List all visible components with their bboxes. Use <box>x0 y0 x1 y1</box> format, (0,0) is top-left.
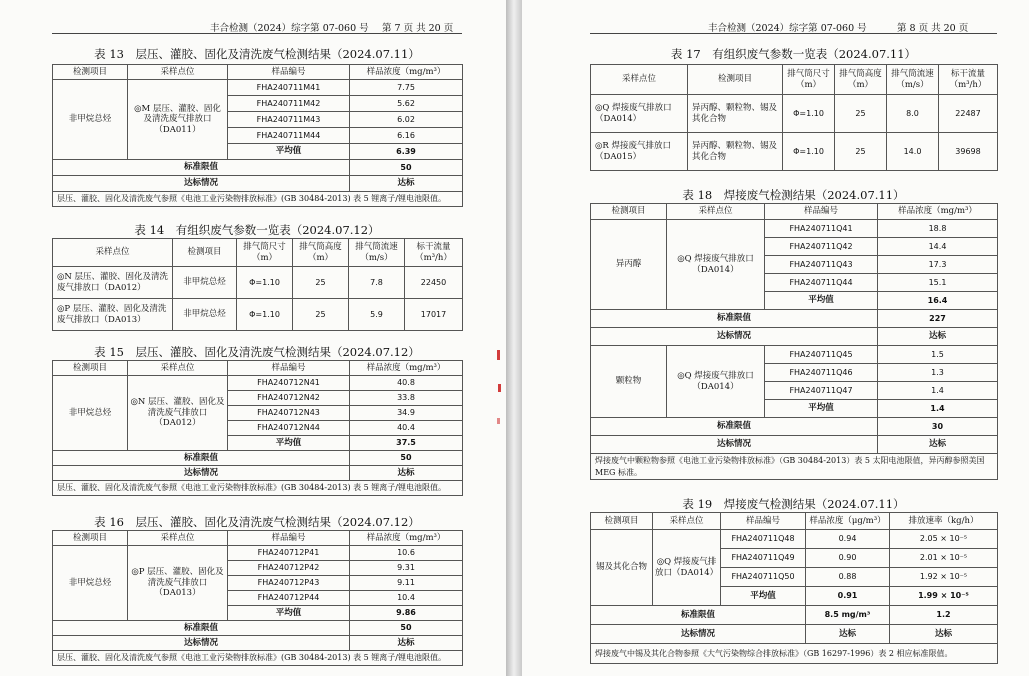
sample-value: 0.94 <box>806 530 890 549</box>
point-cell: ◎N 层压、灌胶、固化及清洗废气排放口（DA012） <box>53 267 173 299</box>
item-cell: 颗粒物 <box>591 346 667 418</box>
col-header: 检测项目 <box>53 361 128 376</box>
table-note: 层压、灌胶、固化及清洗废气参照《电池工业污染物排放标准》(GB 30484-2013) 表 5 锂离子/锂电池限值。 <box>53 481 463 496</box>
col-header: 排气筒流速（m/s） <box>349 239 405 267</box>
col-header: 样品编号 <box>765 204 878 220</box>
status-label: 达标情况 <box>591 436 878 454</box>
seal-mark <box>498 384 501 392</box>
limit-label: 标准限值 <box>591 606 806 625</box>
col-header: 检测项目 <box>591 513 653 530</box>
col-header: 样品编号 <box>228 361 350 376</box>
col-header: 样品编号 <box>721 513 806 530</box>
table-17 <box>590 64 998 171</box>
sample-id: FHA240711Q46 <box>765 364 878 382</box>
sample-value: 18.8 <box>878 220 998 238</box>
limit-value: 50 <box>350 621 463 636</box>
table-16-caption: 表 16 层压、灌胶、固化及清洗废气检测结果（2024.07.12） <box>94 515 420 529</box>
status-value: 达标 <box>878 436 998 454</box>
emission-rate: 1.92 × 10⁻⁵ <box>890 568 998 587</box>
average-label: 平均值 <box>228 606 350 621</box>
emission-rate: 2.01 × 10⁻⁵ <box>890 549 998 568</box>
status-value: 达标 <box>350 466 463 481</box>
sample-id: FHA240711Q48 <box>721 530 806 549</box>
sample-value: 6.16 <box>350 128 463 144</box>
table-note: 焊接废气中锡及其化合物参照《大气污染物综合排放标准》（GB 16297-1996）表 2 相应标准限值。 <box>591 644 998 664</box>
limit-label: 标准限值 <box>53 451 350 466</box>
sample-id: FHA240712N43 <box>228 406 350 421</box>
average-value: 0.91 <box>806 587 890 606</box>
limit-label: 标准限值 <box>53 160 350 176</box>
point-cell: ◎R 焊接废气排放口（DA015） <box>591 133 688 171</box>
col-header: 样品浓度（mg/m³） <box>350 531 463 546</box>
col-header: 采样点位 <box>591 65 688 95</box>
average-label: 平均值 <box>228 144 350 160</box>
sample-value: 40.4 <box>350 421 463 436</box>
col-header: 检测项目 <box>688 65 783 95</box>
sample-id: FHA240711Q44 <box>765 274 878 292</box>
stack-size: Φ=1.10 <box>783 133 835 171</box>
sample-id: FHA240711Q45 <box>765 346 878 364</box>
stack-height: 25 <box>835 133 887 171</box>
stack-height: 25 <box>293 267 349 299</box>
average-label: 平均值 <box>765 400 878 418</box>
limit-label: 标准限值 <box>591 418 878 436</box>
sample-value: 10.4 <box>350 591 463 606</box>
sample-value: 34.9 <box>350 406 463 421</box>
sample-value: 9.11 <box>350 576 463 591</box>
sample-id: FHA240711Q47 <box>765 382 878 400</box>
sample-id: FHA240712P41 <box>228 546 350 561</box>
item-cell: 非甲烷总烃 <box>53 80 128 160</box>
status-label: 达标情况 <box>53 466 350 481</box>
sample-value: 5.62 <box>350 96 463 112</box>
col-header: 采样点位 <box>653 513 721 530</box>
flow-speed: 8.0 <box>887 95 939 133</box>
header-doc-number: 丰合检测（2024）综字第 07-060 号 <box>210 23 369 34</box>
table-16 <box>52 530 463 666</box>
left-page <box>0 0 506 676</box>
sample-id: FHA240711M44 <box>228 128 350 144</box>
sample-value: 33.8 <box>350 391 463 406</box>
col-header: 排气筒尺寸（m） <box>237 239 293 267</box>
item-cell: 锡及其化合物 <box>591 530 653 606</box>
table-18 <box>590 203 998 480</box>
item-cell: 非甲烷总烃 <box>53 376 128 451</box>
stack-size: Φ=1.10 <box>237 299 293 331</box>
flow-speed: 7.8 <box>349 267 405 299</box>
average-value: 37.5 <box>350 436 463 451</box>
stack-height: 25 <box>835 95 887 133</box>
table-19 <box>590 512 998 664</box>
point-cell: ◎Q 焊接废气排放口（DA014） <box>653 530 721 606</box>
col-header: 检测项目 <box>53 65 128 80</box>
sample-id: FHA240712P44 <box>228 591 350 606</box>
col-header: 采样点位 <box>128 65 228 80</box>
point-cell: ◎Q 焊接废气排放口（DA014） <box>591 95 688 133</box>
status-label: 达标情况 <box>53 636 350 651</box>
col-header: 排放速率（kg/h） <box>890 513 998 530</box>
table-13-caption: 表 13 层压、灌胶、固化及清洗废气检测结果（2024.07.11） <box>94 47 420 61</box>
point-cell: ◎Q 焊接废气排放口（DA014） <box>667 220 765 310</box>
header-rule <box>590 33 997 34</box>
sample-id: FHA240712N42 <box>228 391 350 406</box>
item-cell: 异丙醇 <box>591 220 667 310</box>
col-header: 标干流量（m³/h） <box>939 65 998 95</box>
item-cell: 非甲烷总烃 <box>53 546 128 621</box>
header-doc-number: 丰合检测（2024）综字第 07-060 号 <box>708 23 867 34</box>
table-note: 焊接废气中颗粒物参照《电池工业污染物排放标准》（GB 30484-2013）表 5 太阳电池限值，异丙醇参照美国 MEG 标准。 <box>591 454 998 480</box>
sample-value: 14.4 <box>878 238 998 256</box>
sample-value: 0.90 <box>806 549 890 568</box>
header-rule <box>52 33 462 34</box>
sample-id: FHA240711Q49 <box>721 549 806 568</box>
col-header: 排气筒流速（m/s） <box>887 65 939 95</box>
status-label: 达标情况 <box>53 176 350 192</box>
col-header: 采样点位 <box>128 361 228 376</box>
col-header: 排气筒高度（m） <box>835 65 887 95</box>
col-header: 检测项目 <box>173 239 237 267</box>
status-value: 达标 <box>350 176 463 192</box>
table-19-caption: 表 19 焊接废气检测结果（2024.07.11） <box>682 497 905 511</box>
col-header: 检测项目 <box>591 204 667 220</box>
table-18-caption: 表 18 焊接废气检测结果（2024.07.11） <box>682 188 905 202</box>
flow-rate: 22450 <box>405 267 463 299</box>
item-cell: 非甲烷总烃 <box>173 267 237 299</box>
header-page-number: 第 7 页 共 20 页 <box>382 23 454 34</box>
table-14-caption: 表 14 有组织废气参数一览表（2024.07.12） <box>134 223 380 237</box>
average-label: 平均值 <box>721 587 806 606</box>
table-note: 层压、灌胶、固化及清洗废气参照《电池工业污染物排放标准》(GB 30484-2013) 表 5 锂离子/锂电池限值。 <box>53 192 463 207</box>
sample-value: 9.31 <box>350 561 463 576</box>
limit-rate: 1.2 <box>890 606 998 625</box>
header-page-number: 第 8 页 共 20 页 <box>897 23 969 34</box>
sample-id: FHA240711Q50 <box>721 568 806 587</box>
sample-value: 6.02 <box>350 112 463 128</box>
sample-value: 7.75 <box>350 80 463 96</box>
table-note: 层压、灌胶、固化及清洗废气参照《电池工业污染物排放标准》(GB 30484-2013) 表 5 锂离子/锂电池限值。 <box>53 651 463 666</box>
item-cell: 非甲烷总烃 <box>173 299 237 331</box>
status-value: 达标 <box>806 625 890 644</box>
stack-size: Φ=1.10 <box>237 267 293 299</box>
average-label: 平均值 <box>765 292 878 310</box>
point-cell: ◎P 层压、灌胶、固化及清洗废气排放口（DA013） <box>128 546 228 621</box>
col-header: 排气筒高度（m） <box>293 239 349 267</box>
limit-label: 标准限值 <box>591 310 878 328</box>
limit-value: 50 <box>350 451 463 466</box>
item-cell: 异丙醇、颗粒物、锡及其化合物 <box>688 133 783 171</box>
col-header: 采样点位 <box>667 204 765 220</box>
col-header: 样品浓度（mg/m³） <box>350 65 463 80</box>
flow-speed: 14.0 <box>887 133 939 171</box>
col-header: 采样点位 <box>128 531 228 546</box>
sample-value: 1.4 <box>878 382 998 400</box>
sample-value: 1.5 <box>878 346 998 364</box>
point-cell: ◎Q 焊接废气排放口（DA014） <box>667 346 765 418</box>
average-value: 16.4 <box>878 292 998 310</box>
stack-size: Φ=1.10 <box>783 95 835 133</box>
col-header: 样品编号 <box>228 65 350 80</box>
flow-rate: 39698 <box>939 133 998 171</box>
sample-id: FHA240711Q43 <box>765 256 878 274</box>
status-label: 达标情况 <box>591 625 806 644</box>
col-header: 检测项目 <box>53 531 128 546</box>
sample-id: FHA240711M43 <box>228 112 350 128</box>
point-cell: ◎P 层压、灌胶、固化及清洗废气排放口（DA013） <box>53 299 173 331</box>
sample-id: FHA240711M41 <box>228 80 350 96</box>
emission-rate: 2.05 × 10⁻⁵ <box>890 530 998 549</box>
table-14 <box>52 238 463 331</box>
sample-id: FHA240711Q42 <box>765 238 878 256</box>
item-cell: 异丙醇、颗粒物、锡及其化合物 <box>688 95 783 133</box>
sample-value: 17.3 <box>878 256 998 274</box>
col-header: 样品浓度（mg/m³） <box>878 204 998 220</box>
sample-value: 15.1 <box>878 274 998 292</box>
col-header: 样品浓度（mg/m³） <box>350 361 463 376</box>
flow-speed: 5.9 <box>349 299 405 331</box>
point-cell: ◎M 层压、灌胶、固化及清洗废气排放口（DA011） <box>128 80 228 160</box>
average-rate: 1.99 × 10⁻⁵ <box>890 587 998 606</box>
limit-value: 227 <box>878 310 998 328</box>
table-15 <box>52 360 463 496</box>
col-header: 样品编号 <box>228 531 350 546</box>
seal-mark <box>497 418 500 424</box>
sample-value: 1.3 <box>878 364 998 382</box>
sample-id: FHA240712N41 <box>228 376 350 391</box>
col-header: 排气筒尺寸（m） <box>783 65 835 95</box>
limit-label: 标准限值 <box>53 621 350 636</box>
status-label: 达标情况 <box>591 328 878 346</box>
flow-rate: 22487 <box>939 95 998 133</box>
sample-id: FHA240711M42 <box>228 96 350 112</box>
seal-mark <box>497 350 500 360</box>
sample-id: FHA240712P43 <box>228 576 350 591</box>
limit-value: 50 <box>350 160 463 176</box>
status-value: 达标 <box>878 328 998 346</box>
sample-id: FHA240712N44 <box>228 421 350 436</box>
right-page <box>522 0 1029 676</box>
average-value: 6.39 <box>350 144 463 160</box>
average-label: 平均值 <box>228 436 350 451</box>
table-15-caption: 表 15 层压、灌胶、固化及清洗废气检测结果（2024.07.12） <box>94 345 420 359</box>
sample-value: 40.8 <box>350 376 463 391</box>
point-cell: ◎N 层压、灌胶、固化及清洗废气排放口（DA012） <box>128 376 228 451</box>
status-rate: 达标 <box>890 625 998 644</box>
status-value: 达标 <box>350 636 463 651</box>
table-13 <box>52 64 463 207</box>
average-value: 1.4 <box>878 400 998 418</box>
limit-value: 8.5 mg/m³ <box>806 606 890 625</box>
sample-id: FHA240712P42 <box>228 561 350 576</box>
sample-value: 0.88 <box>806 568 890 587</box>
col-header: 采样点位 <box>53 239 173 267</box>
col-header: 标干流量（m³/h） <box>405 239 463 267</box>
flow-rate: 17017 <box>405 299 463 331</box>
table-17-caption: 表 17 有组织废气参数一览表（2024.07.11） <box>670 47 917 61</box>
stack-height: 25 <box>293 299 349 331</box>
average-value: 9.86 <box>350 606 463 621</box>
book-gutter <box>506 0 522 676</box>
sample-value: 10.6 <box>350 546 463 561</box>
col-header: 样品浓度（μg/m³） <box>806 513 890 530</box>
limit-value: 30 <box>878 418 998 436</box>
sample-id: FHA240711Q41 <box>765 220 878 238</box>
